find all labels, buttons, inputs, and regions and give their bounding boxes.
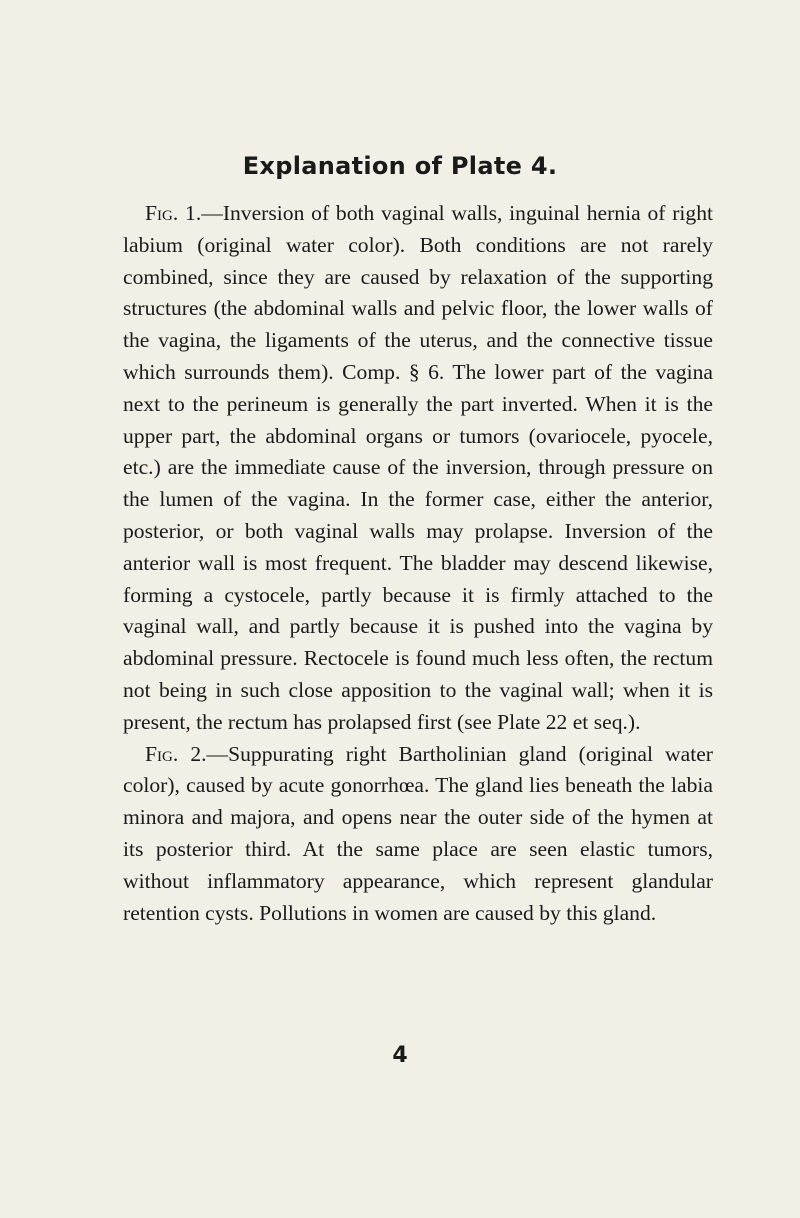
fig-1-text: 1.—Inversion of both vaginal walls, inguinal hernia of right labium (original water color). Both conditions are not rarely combined, since they are caused by relaxation of the supporting structures (the abdominal walls and pelvic floor, the lower walls of the vagina, the ligaments of the uterus, and the connective tissue which surrounds them). Comp. § 6. The lower part of the vagina next to the perineum is generally the part inverted. When it is the upper part, the abdominal organs or tumors (ovariocele, pyocele, etc.) are the immediate cause of the inversion, through pressure on the lumen of the vagina. In the former case, either the anterior, posterior, or both vaginal walls may prolapse. Inversion of the anterior wall is most frequent. The bladder may descend likewise, forming a cystocele, partly because it is firmly attached to the vaginal wall, and partly because it is pushed into the vagina by abdominal pressure. Rectocele is found much less often, the rectum not being in such close apposition to the vaginal wall; when it is present, the rectum has prolapsed first (see Plate 22 et seq.). [123,201,713,734]
fig-2-label: Fig. [145,741,179,766]
plate-title: Explanation of Plate 4. [242,152,558,180]
page-number: 4 [392,1043,408,1068]
fig-1-label: Fig. [145,201,179,225]
fig-2-text: 2.—Suppurating right Bartholinian gland (original water color), caused by acute gonorrhœa. The gland lies beneath the labia minora and majora, and opens near the outer side of the hymen at its posterior third. At the same place are seen elastic tumors, without inflammatory appearance, which represent glandular retention cysts. Pollutions in women are caused by this gland. [123,741,713,925]
fig-2-paragraph [123,739,713,930]
plate-explanation-text [123,198,713,929]
fig-1-paragraph [123,198,713,739]
